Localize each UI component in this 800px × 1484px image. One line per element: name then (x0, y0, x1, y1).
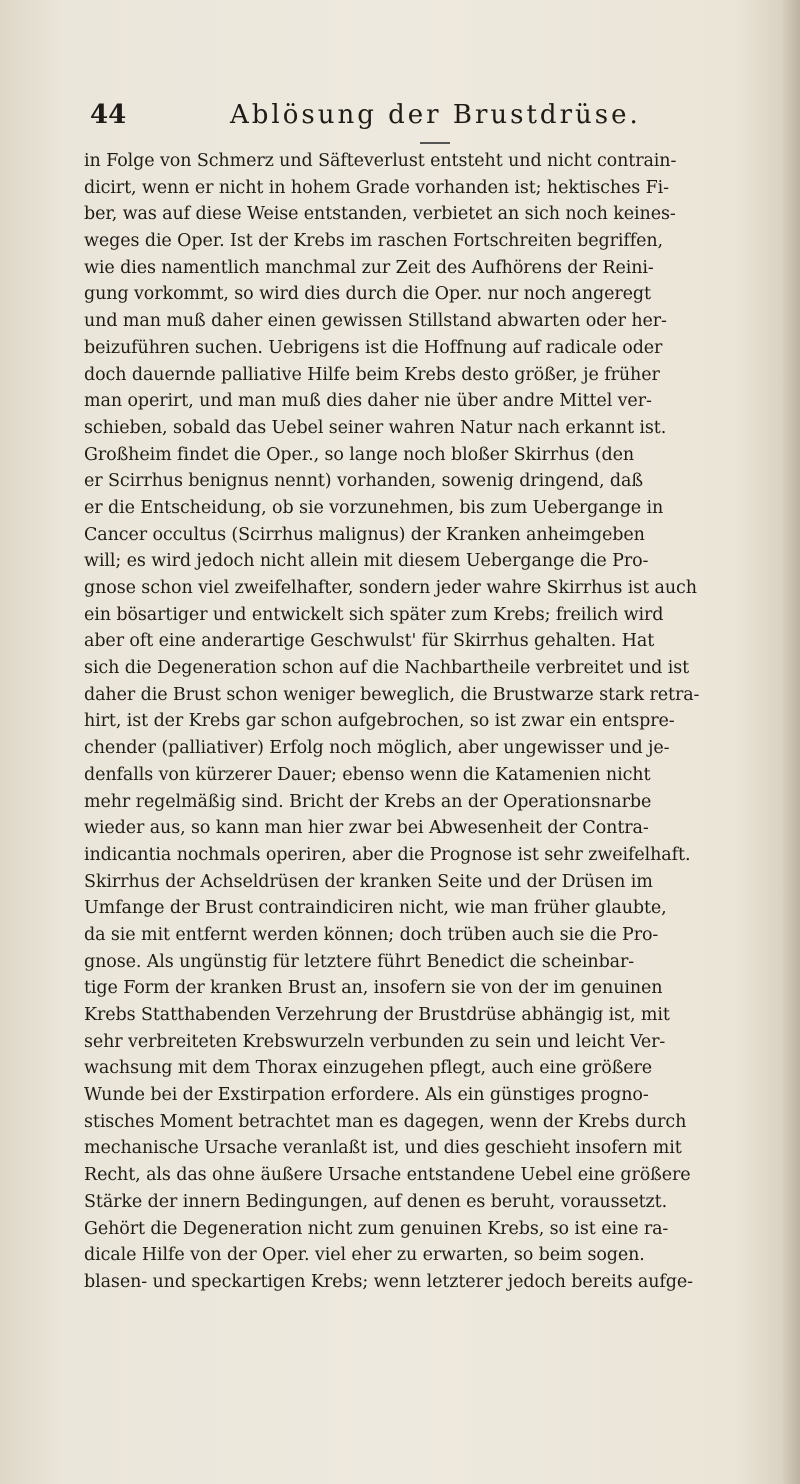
text-line: daher die Brust schon weniger beweglich, die Brustwarze stark retra- (84, 684, 700, 705)
text-line: will; es wird jedoch nicht allein mit diesem Uebergange die Pro- (84, 551, 649, 572)
text-line: doch dauernde palliative Hilfe beim Krebs desto größer, je früher (84, 364, 660, 385)
text-line: Gehört die Degeneration nicht zum genuinen Krebs, so ist eine ra- (84, 1218, 669, 1239)
text-line: Umfange der Brust contraindiciren nicht, wie man früher glaubte, (84, 898, 667, 919)
text-line: sehr verbreiteten Krebswurzeln verbunden zu sein und leicht Ver- (84, 1031, 666, 1052)
text-line: wie dies namentlich manchmal zur Zeit des Aufhörens der Reini- (84, 257, 654, 278)
text-line: mehr regelmäßig sind. Bricht der Krebs an der Operationsnarbe (84, 791, 652, 812)
text-line: dicale Hilfe von der Oper. viel eher zu erwarten, so beim sogen. (84, 1245, 645, 1266)
text-line: hirt, ist der Krebs gar schon aufgebrochen, so ist zwar ein entspre- (84, 711, 675, 732)
text-line: dicirt, wenn er nicht in hohem Grade vorhanden ist; hektisches Fi- (84, 177, 669, 198)
running-title: Ablösung der Brustdrüse. (230, 100, 641, 130)
text-line: beizuführen suchen. Uebrigens ist die Hoffnung auf radicale oder (84, 337, 663, 358)
text-line: da sie mit entfernt werden können; doch trüben auch sie die Pro- (84, 924, 659, 945)
text-line: er die Entscheidung, ob sie vorzunehmen, bis zum Uebergange in (84, 497, 664, 518)
text-line: und man muß daher einen gewissen Stillstand abwarten oder her- (84, 311, 667, 332)
text-line: weges die Oper. Ist der Krebs im raschen Fortschreiten begriffen, (84, 231, 664, 252)
text-line: ein bösartiger und entwickelt sich später zum Krebs; freilich wird (84, 604, 664, 625)
text-line: in Folge von Schmerz und Säfteverlust entsteht und nicht contrain- (84, 151, 677, 171)
text-line: Großheim findet die Oper., so lange noch bloßer Skirrhus (den (84, 444, 635, 465)
text-line: stisches Moment betrachtet man es dagegen, wenn der Krebs durch (84, 1111, 687, 1132)
text-line: wieder aus, so kann man hier zwar bei Abwesenheit der Contra- (84, 818, 649, 839)
text-line: gnose. Als ungünstig für letztere führt Benedict die scheinbar- (84, 951, 635, 972)
text-line: Skirrhus der Achseldrüsen der kranken Seite und der Drüsen im (84, 871, 653, 892)
text-line: Wunde bei der Exstirpation erforderе. Als ein günstiges progno- (84, 1085, 649, 1106)
body-text (84, 148, 784, 1296)
text-line: Stärke der innern Bedingungen, auf denen es beruht, voraussetzt. (84, 1191, 668, 1212)
text-line: denfalls von kürzerer Dauer; ebenso wenn die Katamenien nicht (84, 764, 651, 785)
text-line: blasen- und speckartigen Krebs; wenn letzterer jedoch bereits aufge- (84, 1271, 693, 1292)
page-number: 44 (90, 100, 127, 130)
text-line: Krebs Statthabenden Verzehrung der Brustdrüse abhängig ist, mit (84, 1005, 670, 1025)
text-line: indicantia nochmals operiren, aber die Prognose ist sehr zweifelhaft. (84, 844, 691, 865)
text-line: gnose schon viel zweifelhafter, sondern jeder wahre Skirrhus ist auch (84, 578, 697, 598)
ornament-dash (420, 142, 450, 144)
text-line: chender (palliativer) Erfolg noch möglich, aber ungewisser und je- (84, 738, 670, 759)
page-edge-shadow (782, 0, 800, 1484)
text-line: ber, was auf diese Weise entstanden, verbietet an sich noch keines- (84, 204, 676, 225)
text-line: gung vorkommt, so wird dies durch die Oper. nur noch angeregt (84, 284, 651, 305)
page-header (90, 100, 740, 136)
text-line: er Scirrhus benignus nennt) vorhanden, sowenig dringend, daß (84, 471, 643, 492)
text-line: Cancer occultus (Scirrhus malignus) der Kranken anheimgeben (84, 524, 645, 545)
text-line: tige Form der kranken Brust an, insofern sie von der im genuinen (84, 978, 663, 999)
text-line: mechanische Ursache veranlaßt ist, und dies geschieht insofern mit (84, 1138, 682, 1159)
text-line: Recht, als das ohne äußere Ursache entstandene Uebel eine größere (84, 1165, 691, 1186)
text-line: wachsung mit dem Thorax einzugehen pflegt, auch eine größere (84, 1058, 653, 1079)
text-line: schieben, sobald das Uebel seiner wahren Natur nach erkannt ist. (84, 417, 667, 438)
text-line: sich die Degeneration schon auf die Nachbartheile verbreitet und ist (84, 658, 690, 679)
text-line: aber oft eine anderartige Geschwulst' für Skirrhus gehalten. Hat (84, 631, 655, 652)
text-line: man operirt, und man muß dies daher nie über andre Mittel ver- (84, 391, 652, 412)
